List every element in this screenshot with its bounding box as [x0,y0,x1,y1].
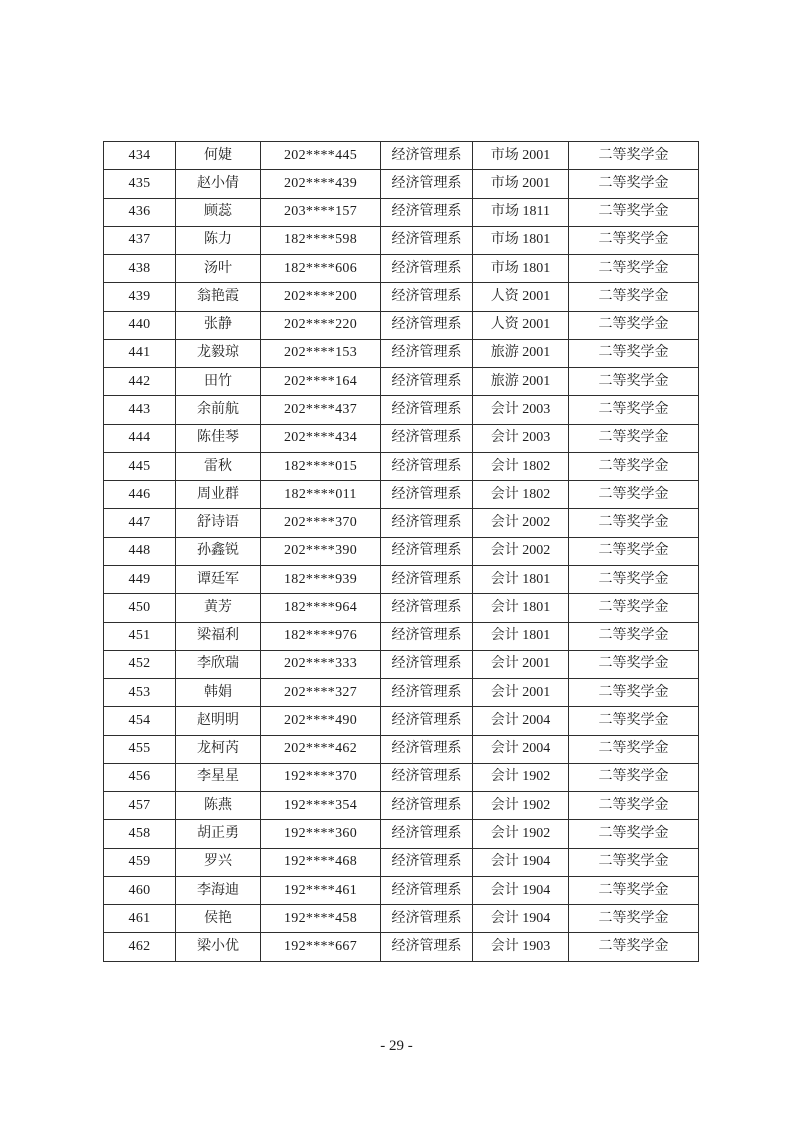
cell-department: 经济管理系 [381,537,473,565]
cell-award: 二等奖学金 [569,509,699,537]
cell-student-id: 192****354 [261,792,381,820]
cell-class: 人资 2001 [473,311,569,339]
cell-award: 二等奖学金 [569,368,699,396]
cell-award: 二等奖学金 [569,933,699,962]
cell-student-id: 202****333 [261,650,381,678]
cell-award: 二等奖学金 [569,142,699,170]
table-row [104,537,699,565]
cell-class: 会计 1904 [473,905,569,933]
cell-student-name: 孙鑫锐 [176,537,261,565]
cell-student-id: 182****011 [261,481,381,509]
cell-award: 二等奖学金 [569,792,699,820]
cell-student-name: 梁福利 [176,622,261,650]
cell-student-name: 谭廷军 [176,565,261,593]
table-row [104,848,699,876]
cell-student-id: 202****370 [261,509,381,537]
cell-row-number: 442 [104,368,176,396]
cell-student-name: 翁艳霞 [176,283,261,311]
table-row [104,142,699,170]
cell-row-number: 436 [104,198,176,226]
table-row [104,509,699,537]
cell-student-name: 龙柯芮 [176,735,261,763]
cell-class: 会计 2003 [473,396,569,424]
cell-department: 经济管理系 [381,226,473,254]
cell-department: 经济管理系 [381,142,473,170]
cell-row-number: 453 [104,679,176,707]
cell-student-name: 韩娟 [176,679,261,707]
cell-student-name: 梁小优 [176,933,261,962]
cell-department: 经济管理系 [381,650,473,678]
cell-department: 经济管理系 [381,396,473,424]
cell-award: 二等奖学金 [569,226,699,254]
cell-department: 经济管理系 [381,679,473,707]
cell-class: 人资 2001 [473,283,569,311]
cell-class: 市场 1801 [473,255,569,283]
cell-award: 二等奖学金 [569,396,699,424]
cell-class: 市场 1811 [473,198,569,226]
cell-award: 二等奖学金 [569,594,699,622]
cell-class: 会计 2001 [473,650,569,678]
cell-department: 经济管理系 [381,848,473,876]
cell-department: 经济管理系 [381,509,473,537]
cell-student-name: 周业群 [176,481,261,509]
scholarship-table [103,141,699,962]
cell-award: 二等奖学金 [569,679,699,707]
cell-student-id: 192****360 [261,820,381,848]
cell-student-name: 汤叶 [176,255,261,283]
cell-student-name: 田竹 [176,368,261,396]
cell-student-name: 罗兴 [176,848,261,876]
cell-department: 经济管理系 [381,170,473,198]
cell-department: 经济管理系 [381,339,473,367]
cell-award: 二等奖学金 [569,763,699,791]
table-row [104,905,699,933]
table-row [104,311,699,339]
cell-row-number: 454 [104,707,176,735]
table-row [104,820,699,848]
cell-class: 会计 2004 [473,735,569,763]
cell-student-name: 陈佳琴 [176,424,261,452]
cell-student-id: 192****370 [261,763,381,791]
cell-row-number: 455 [104,735,176,763]
page-number: - 29 - [380,1038,413,1054]
cell-student-id: 202****390 [261,537,381,565]
cell-student-id: 202****462 [261,735,381,763]
cell-class: 会计 1802 [473,452,569,480]
cell-student-name: 黄芳 [176,594,261,622]
table-row [104,226,699,254]
cell-student-id: 202****164 [261,368,381,396]
cell-student-id: 192****461 [261,876,381,904]
cell-student-id: 202****327 [261,679,381,707]
cell-award: 二等奖学金 [569,650,699,678]
cell-student-name: 赵小倩 [176,170,261,198]
cell-department: 经济管理系 [381,820,473,848]
cell-row-number: 458 [104,820,176,848]
cell-award: 二等奖学金 [569,537,699,565]
table-row [104,170,699,198]
cell-department: 经济管理系 [381,792,473,820]
cell-row-number: 443 [104,396,176,424]
cell-row-number: 444 [104,424,176,452]
cell-award: 二等奖学金 [569,565,699,593]
cell-class: 市场 2001 [473,142,569,170]
cell-class: 会计 1904 [473,848,569,876]
cell-row-number: 441 [104,339,176,367]
table-row [104,679,699,707]
cell-department: 经济管理系 [381,735,473,763]
cell-award: 二等奖学金 [569,311,699,339]
cell-row-number: 449 [104,565,176,593]
cell-student-name: 李海迪 [176,876,261,904]
table-row [104,792,699,820]
cell-class: 旅游 2001 [473,368,569,396]
cell-student-id: 182****939 [261,565,381,593]
cell-class: 市场 1801 [473,226,569,254]
cell-row-number: 450 [104,594,176,622]
table-row [104,368,699,396]
cell-department: 经济管理系 [381,452,473,480]
cell-student-id: 203****157 [261,198,381,226]
cell-class: 会计 1801 [473,565,569,593]
table-row [104,876,699,904]
cell-department: 经济管理系 [381,933,473,962]
cell-student-name: 侯艳 [176,905,261,933]
cell-department: 经济管理系 [381,368,473,396]
cell-row-number: 451 [104,622,176,650]
cell-row-number: 434 [104,142,176,170]
cell-row-number: 445 [104,452,176,480]
cell-department: 经济管理系 [381,905,473,933]
table-row [104,763,699,791]
table-row [104,622,699,650]
cell-department: 经济管理系 [381,311,473,339]
cell-class: 会计 1801 [473,622,569,650]
cell-row-number: 440 [104,311,176,339]
cell-row-number: 447 [104,509,176,537]
table-row [104,424,699,452]
cell-student-id: 202****439 [261,170,381,198]
cell-row-number: 456 [104,763,176,791]
cell-student-id: 202****437 [261,396,381,424]
cell-department: 经济管理系 [381,255,473,283]
table-row [104,707,699,735]
cell-award: 二等奖学金 [569,255,699,283]
cell-student-name: 何婕 [176,142,261,170]
cell-student-id: 202****220 [261,311,381,339]
cell-student-id: 202****153 [261,339,381,367]
cell-award: 二等奖学金 [569,735,699,763]
cell-class: 会计 1902 [473,763,569,791]
cell-department: 经济管理系 [381,876,473,904]
cell-class: 会计 1802 [473,481,569,509]
cell-student-name: 赵明明 [176,707,261,735]
cell-class: 旅游 2001 [473,339,569,367]
cell-row-number: 461 [104,905,176,933]
cell-class: 会计 1903 [473,933,569,962]
cell-student-id: 182****606 [261,255,381,283]
cell-student-name: 雷秋 [176,452,261,480]
cell-award: 二等奖学金 [569,170,699,198]
cell-department: 经济管理系 [381,763,473,791]
cell-student-id: 202****200 [261,283,381,311]
cell-row-number: 460 [104,876,176,904]
cell-department: 经济管理系 [381,283,473,311]
cell-student-id: 192****667 [261,933,381,962]
cell-row-number: 462 [104,933,176,962]
table-row [104,933,699,962]
table-row [104,396,699,424]
table-row [104,594,699,622]
cell-class: 会计 1904 [473,876,569,904]
cell-student-id: 192****458 [261,905,381,933]
cell-class: 会计 2001 [473,679,569,707]
cell-department: 经济管理系 [381,198,473,226]
cell-class: 会计 1902 [473,792,569,820]
cell-row-number: 448 [104,537,176,565]
cell-row-number: 438 [104,255,176,283]
cell-student-id: 182****598 [261,226,381,254]
cell-class: 会计 1801 [473,594,569,622]
cell-class: 会计 2002 [473,509,569,537]
cell-row-number: 437 [104,226,176,254]
table-row [104,650,699,678]
cell-student-name: 龙毅琼 [176,339,261,367]
cell-student-id: 182****964 [261,594,381,622]
table-row [104,198,699,226]
cell-department: 经济管理系 [381,622,473,650]
cell-department: 经济管理系 [381,481,473,509]
cell-award: 二等奖学金 [569,848,699,876]
cell-student-name: 张静 [176,311,261,339]
cell-student-name: 舒诗语 [176,509,261,537]
cell-award: 二等奖学金 [569,905,699,933]
cell-class: 会计 2004 [473,707,569,735]
table-row [104,452,699,480]
cell-student-name: 陈燕 [176,792,261,820]
cell-department: 经济管理系 [381,707,473,735]
table-row [104,255,699,283]
cell-award: 二等奖学金 [569,424,699,452]
cell-department: 经济管理系 [381,594,473,622]
cell-row-number: 435 [104,170,176,198]
cell-student-id: 202****434 [261,424,381,452]
cell-student-id: 182****015 [261,452,381,480]
table-row [104,735,699,763]
cell-row-number: 446 [104,481,176,509]
cell-student-id: 202****490 [261,707,381,735]
table-row [104,481,699,509]
cell-award: 二等奖学金 [569,339,699,367]
cell-student-id: 192****468 [261,848,381,876]
cell-student-name: 李星星 [176,763,261,791]
table-row [104,339,699,367]
cell-award: 二等奖学金 [569,876,699,904]
cell-award: 二等奖学金 [569,452,699,480]
cell-award: 二等奖学金 [569,622,699,650]
cell-award: 二等奖学金 [569,820,699,848]
cell-class: 会计 1902 [473,820,569,848]
cell-student-name: 胡正勇 [176,820,261,848]
cell-department: 经济管理系 [381,424,473,452]
cell-award: 二等奖学金 [569,198,699,226]
cell-award: 二等奖学金 [569,481,699,509]
cell-student-id: 202****445 [261,142,381,170]
cell-department: 经济管理系 [381,565,473,593]
cell-row-number: 439 [104,283,176,311]
cell-award: 二等奖学金 [569,283,699,311]
cell-class: 会计 2002 [473,537,569,565]
cell-class: 市场 2001 [473,170,569,198]
cell-student-name: 顾蕊 [176,198,261,226]
cell-student-name: 李欣瑞 [176,650,261,678]
cell-student-name: 陈力 [176,226,261,254]
table-row [104,565,699,593]
cell-award: 二等奖学金 [569,707,699,735]
cell-row-number: 459 [104,848,176,876]
cell-student-id: 182****976 [261,622,381,650]
cell-class: 会计 2003 [473,424,569,452]
cell-student-name: 余前航 [176,396,261,424]
table-row [104,283,699,311]
cell-row-number: 457 [104,792,176,820]
cell-row-number: 452 [104,650,176,678]
